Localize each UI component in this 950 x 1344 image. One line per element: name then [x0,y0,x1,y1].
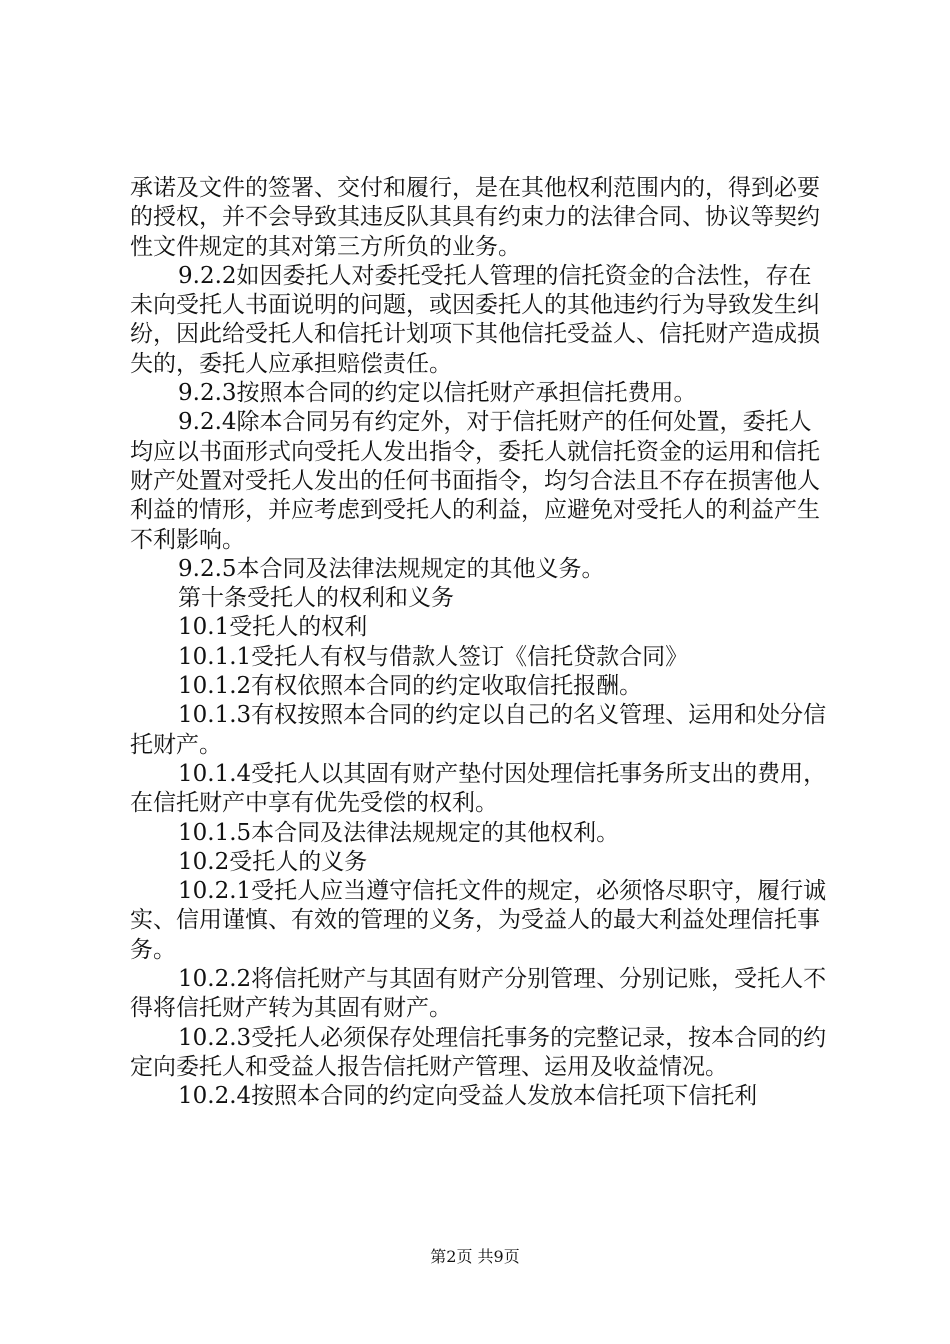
section-10-2-heading: 10.2受托人的义务 [178,848,368,875]
paragraph-10-1-1: 10.1.1受托人有权与借款人签订《信托贷款合同》 [178,643,689,670]
paragraph-9-2-3: 9.2.3按照本合同的约定以信托财产承担信托费用。 [178,380,697,407]
paragraph-9-2-2: 9.2.2如因委托人对委托受托人管理的信托资金的合法性，存在未向受托人书面说明的问题，或因委托人的其他违约行为导致发生纠纷，因此给受托人和信托计划项下其他信托受益人、信托财产造成损失的，委托人应承担赔偿责任。 [130,262,820,377]
section-10-1-heading: 10.1受托人的权利 [178,614,368,641]
paragraph-10-2-4: 10.2.4按照本合同的约定向受益人发放本信托项下信托利 [178,1083,758,1110]
paragraph-10-1-3: 10.1.3有权按照本合同的约定以自己的名义管理、运用和处分信托财产。 [130,702,827,758]
paragraph-9-2-5: 9.2.5本合同及法律法规规定的其他义务。 [178,555,605,582]
document-body [130,174,830,1112]
paragraph-10-1-5: 10.1.5本合同及法律法规规定的其他权利。 [178,819,620,846]
paragraph-continuation: 承诺及文件的签署、交付和履行，是在其他权利范围内的，得到必要的授权，并不会导致其违反队其具有约束力的法律合同、协议等契约性文件规定的其对第三方所负的业务。 [130,175,820,260]
paragraph-10-2-2: 10.2.2将信托财产与其固有财产分别管理、分别记账，受托人不得将信托财产转为其固有财产。 [130,966,827,1022]
paragraph-10-1-4: 10.1.4受托人以其固有财产垫付因处理信托事务所支出的费用，在信托财产中享有优先受偿的权利。 [130,760,827,817]
page-number-footer: 第2页 共9页 [430,1247,520,1266]
paragraph-9-2-4: 9.2.4除本合同另有约定外，对于信托财产的任何处置，委托人均应以书面形式向受托人发出指令，委托人就信托资金的运用和信托财产处置对受托人发出的任何书面指令，均匀合法且不存在损害他人利益的情形，并应考虑到受托人的利益，应避免对受托人的利益产生不利影响。 [130,409,820,553]
paragraph-10-2-3: 10.2.3受托人必须保存处理信托事务的完整记录，按本合同的约定向委托人和受益人报告信托财产管理、运用及收益情况。 [130,1024,827,1080]
paragraph-10-2-1: 10.2.1受托人应当遵守信托文件的规定，必须恪尽职守，履行诚实、信用谨慎、有效的管理的义务，为受益人的最大利益处理信托事务。 [130,878,827,963]
paragraph-10-1-2: 10.1.2有权依照本合同的约定收取信托报酬。 [178,673,643,700]
article-10-heading: 第十条受托人的权利和义务 [178,585,454,612]
